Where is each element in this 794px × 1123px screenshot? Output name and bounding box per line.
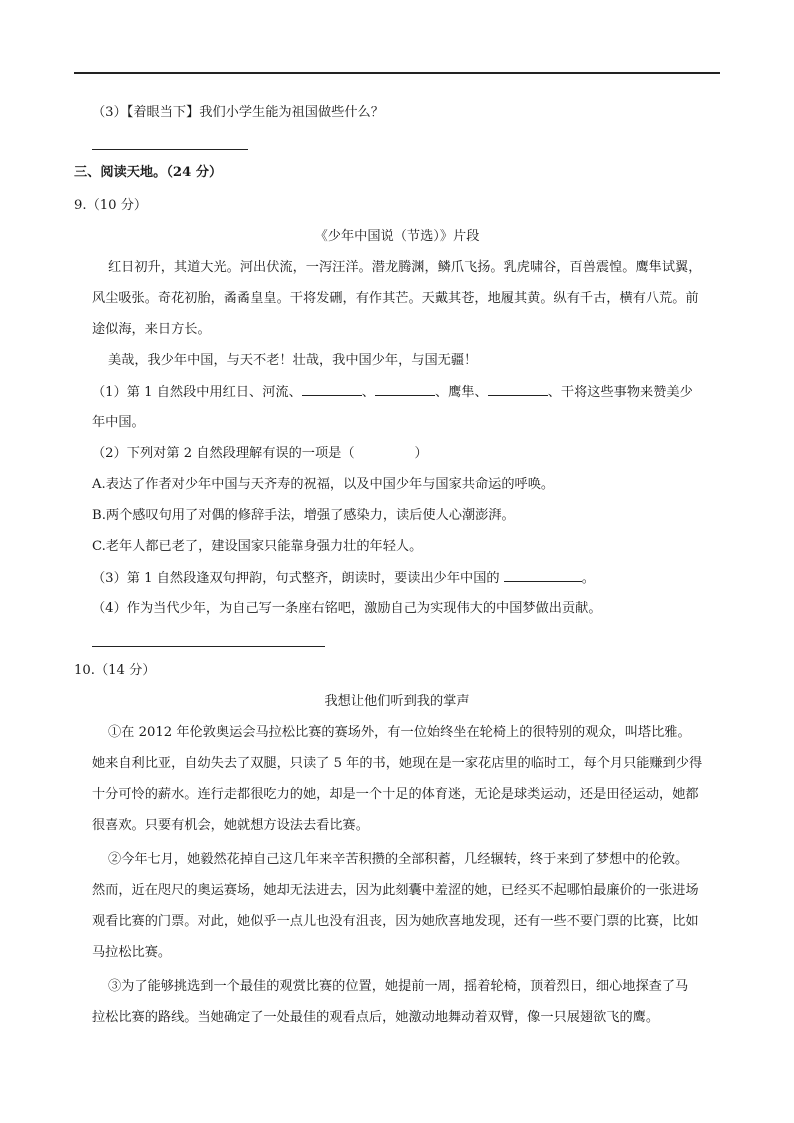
section-3-heading: 三、阅读天地。（24 分） — [74, 165, 223, 180]
blank-9-1-c[interactable] — [488, 382, 548, 396]
passage-10-p1-line4: 很喜欢。只要有机会，她就想方设法去看比赛。 — [92, 818, 369, 833]
question-9-4: （4）作为当代少年，为自己写一条座右铭吧，激励自己为实现伟大的中国梦做出贡献。 — [92, 601, 602, 616]
option-c: C.老年人都已老了，建设国家只能靠身强力壮的年轻人。 — [92, 539, 423, 554]
question-9-number: 9.（10 分） — [74, 198, 148, 213]
passage-9-para1-line1: 红日初升，其道大光。河出伏流，一泻汪洋。潜龙腾渊，鳞爪飞扬。乳虎啸谷，百兽震惶。鹰隼试翼， — [108, 260, 702, 275]
option-a: A.表达了作者对少年中国与天齐寿的祝福，以及中国少年与国家共命运的呼唤。 — [92, 477, 555, 492]
blank-9-3[interactable] — [504, 568, 582, 582]
passage-10-p3-line2: 拉松比赛的路线。当她确定了一处最佳的观看点后，她激动地舞动着双臂，像一只展翅欲飞的鹰。 — [92, 1010, 660, 1025]
question-8-3: （3）【着眼当下】我们小学生能为祖国做些什么？ — [92, 105, 384, 120]
passage-10-p1-line3: 十分可怜的薪水。连行走都很吃力的她，却是一个十足的体育迷，无论是球类运动，还是田径运动，她都 — [92, 787, 699, 802]
passage-9-para1-line2: 风尘吸张。奇花初胎，矞矞皇皇。干将发硎，有作其芒。天戴其苍，地履其黄。纵有千古，横有八荒。前 — [92, 291, 699, 306]
passage-10-p1-line1: ①在 2012 年伦敦奥运会马拉松比赛的赛场外，有一位始终坐在轮椅上的很特别的观众，叫塔比雅。 — [108, 725, 691, 740]
answer-line-9-4[interactable] — [92, 646, 325, 647]
question-9-2: （2）下列对第 2 自然段理解有误的一项是（ ） — [92, 446, 428, 461]
passage-10-p3-line1: ③为了能够挑选到一个最佳的观赏比赛的位置，她提前一周，摇着轮椅，顶着烈日，细心地探查了马 — [108, 979, 689, 994]
passage-10-p2-line3: 观看比赛的门票。对此，她似乎一点儿也没有沮丧，因为她欣喜地发现，还有一些不要门票的比赛，比如 — [92, 914, 699, 929]
answer-line-8-3[interactable] — [92, 149, 248, 150]
passage-9-title: 《少年中国说（节选）》片段 — [314, 229, 480, 244]
passage-9-para2: 美哉，我少年中国，与天不老！壮哉，我中国少年，与国无疆！ — [108, 353, 478, 368]
blank-9-1-a[interactable] — [302, 382, 362, 396]
passage-10-p2-line4: 马拉松比赛。 — [92, 945, 172, 960]
passage-9-para1-line3: 途似海，来日方长。 — [92, 322, 211, 337]
blank-9-1-b[interactable] — [375, 382, 435, 396]
question-9-1-cont: 年中国。 — [92, 415, 145, 430]
passage-10-p1-line2: 她来自利比亚，自幼失去了双腿，只读了 5 年的书，她现在是一家花店里的临时工，每个月只能赚到少得 — [92, 756, 703, 771]
passage-10-p2-line2: 然而，近在咫尺的奥运赛场，她却无法进去，因为此刻囊中羞涩的她，已经买不起哪怕最廉价的一张进场 — [92, 883, 699, 898]
question-9-1: （1）第 1 自然段中用红日、河流、 、 、鹰隼、 、干将这些事物来赞美少 — [92, 382, 693, 403]
passage-10-title: 我想让他们听到我的掌声 — [324, 694, 470, 709]
option-b: B.两个感叹句用了对偶的修辞手法，增强了感染力，读后使人心潮澎湃。 — [92, 508, 515, 523]
question-10-number: 10.（14 分） — [74, 663, 156, 678]
passage-10-p2-line1: ②今年七月，她毅然花掉自己这几年来辛苦积攒的全部积蓄，几经辗转，终于来到了梦想中的伦敦。 — [108, 852, 689, 867]
header-rule — [74, 72, 720, 74]
question-9-3: （3）第 1 自然段逢双句押韵，句式整齐，朗读时，要读出少年中国的 。 — [92, 568, 595, 589]
